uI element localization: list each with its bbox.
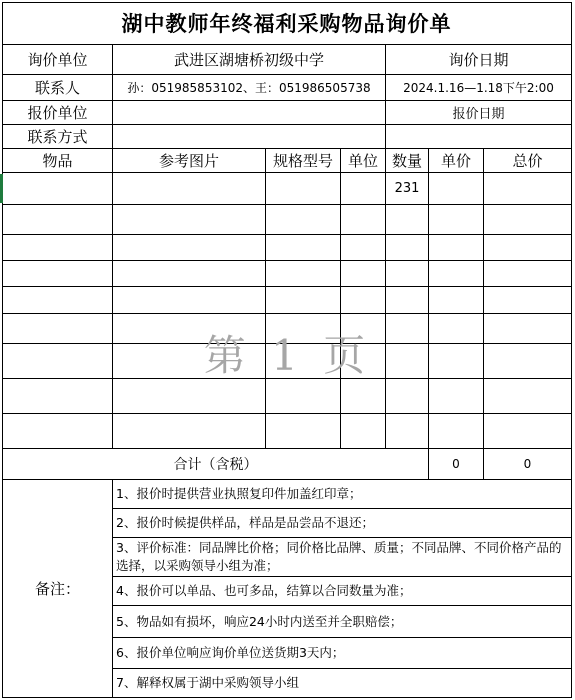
column-header-quantity: 数量 <box>391 152 422 170</box>
table-cell-item[interactable] <box>3 173 112 204</box>
remark-item: 6、报价单位响应询价单位送货期3天内； <box>116 645 345 660</box>
inquiry-date-value[interactable]: 2024.1.16—1.18下午2:00 <box>403 81 554 95</box>
column-header-spec: 规格型号 <box>272 152 333 170</box>
table-cell-total-price[interactable] <box>484 173 571 204</box>
inquiry-unit-value[interactable]: 武进区湖塘桥初级中学 <box>173 51 324 69</box>
grid-line <box>2 286 572 287</box>
remarks-label: 备注： <box>34 580 80 598</box>
page-number-watermark: 第 1 页 <box>203 331 372 380</box>
column-header-total-price: 总价 <box>512 152 543 170</box>
table-cell-quantity[interactable]: 231 <box>394 181 420 196</box>
table-cell-spec[interactable] <box>266 173 340 204</box>
contact-person-label: 联系人 <box>34 79 80 97</box>
column-header-unit: 单位 <box>347 152 378 170</box>
grid-line <box>2 697 572 698</box>
total-unit-price[interactable]: 0 <box>452 457 460 471</box>
total-label: 合计（含税） <box>173 457 258 473</box>
table-cell-reference-image[interactable] <box>113 173 265 204</box>
column-header-reference-image: 参考图片 <box>158 152 219 170</box>
remark-item: 7、解释权属于湖中采购领导小组 <box>116 675 299 690</box>
remark-item: 5、物品如有损坏，响应24小时内送至并全职赔偿； <box>116 613 403 629</box>
column-header-unit-price: 单价 <box>440 152 471 170</box>
contact-person-value[interactable]: 孙：051985853102、王：051986505738 <box>127 81 371 95</box>
table-cell-unit[interactable] <box>341 173 385 204</box>
remark-item: 4、报价可以单品、也可多品，结算以合同数量为准； <box>116 583 412 598</box>
column-header-item: 物品 <box>42 152 73 170</box>
quote-date-label: 报价日期 <box>452 107 505 122</box>
quote-unit-value[interactable] <box>113 101 385 124</box>
total-price[interactable]: 0 <box>523 457 532 471</box>
page-title: 湖中教师年终福利采购物品询价单 <box>121 12 452 36</box>
grid-line <box>112 479 113 698</box>
grid-line <box>2 234 572 235</box>
contact-method-label: 联系方式 <box>27 128 88 146</box>
grid-line <box>571 2 572 698</box>
remark-item: 1、报价时提供营业执照复印件加盖红印章； <box>116 486 362 501</box>
grid-line <box>2 413 572 414</box>
remark-item: 2、报价时候提供样品，样品是品尝品不退还； <box>116 515 374 530</box>
contact-method-value[interactable] <box>113 125 385 148</box>
grid-line <box>2 313 572 314</box>
inquiry-unit-label: 询价单位 <box>27 51 88 69</box>
quote-date-value[interactable] <box>386 125 571 148</box>
remark-item: 3、评价标准：同品牌比价格；同价格比品牌、质量；不同品牌、不同价格产品的选择，以采购领导小组为准； <box>116 540 562 573</box>
inquiry-date-label: 询价日期 <box>448 51 509 69</box>
grid-line <box>2 204 572 205</box>
table-cell-unit-price[interactable] <box>429 173 483 204</box>
quote-unit-label: 报价单位 <box>27 104 88 122</box>
grid-line <box>2 260 572 261</box>
